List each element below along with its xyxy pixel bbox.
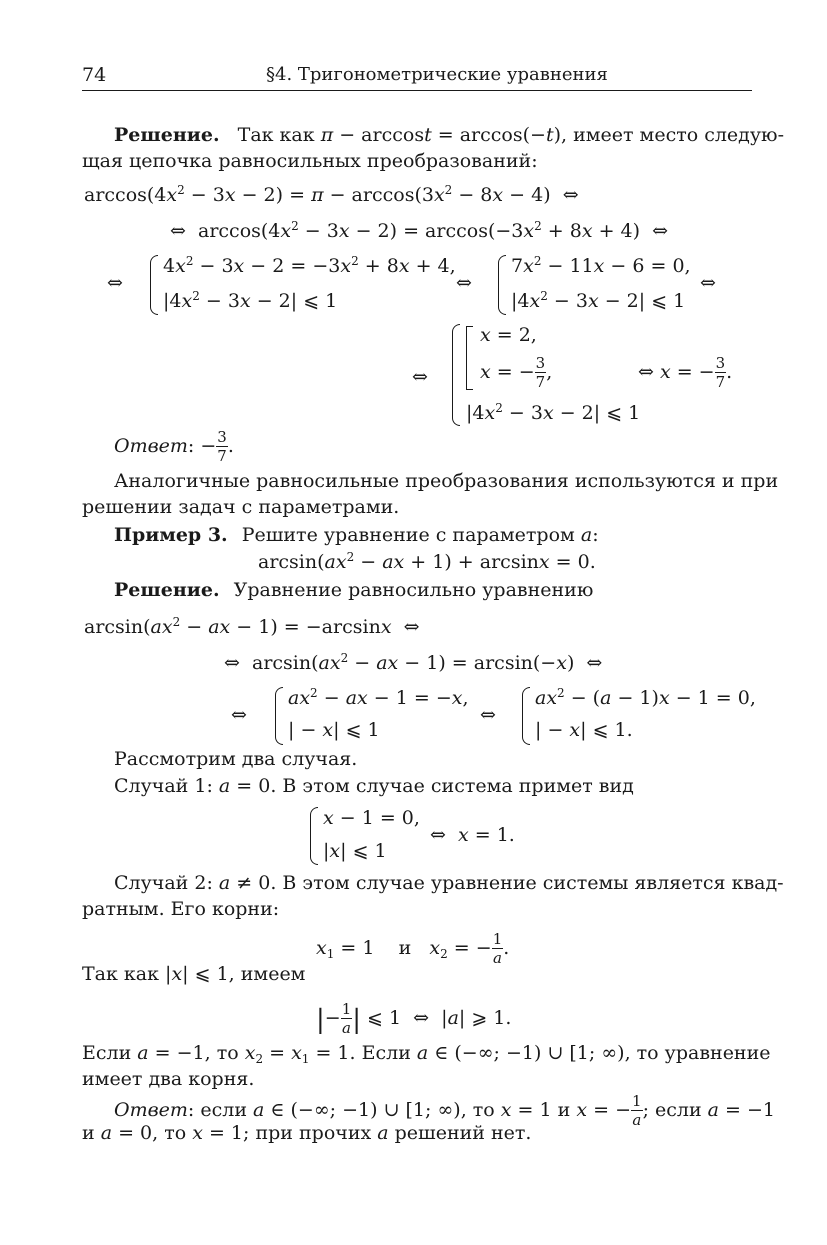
- we-have-text: , имеем: [228, 963, 306, 985]
- cases-bracket: [466, 326, 473, 390]
- solution-2-label: Решение.: [114, 579, 220, 601]
- since-text: Так как: [82, 963, 159, 985]
- if-word: Если: [82, 1042, 132, 1064]
- solution-1-text-b: имеет место следую-: [573, 124, 785, 146]
- paragraph-line-1: Аналогичные равносильные преобразования используются и при: [114, 470, 779, 492]
- case-1-text: . В этом случае система примет вид: [270, 775, 634, 797]
- system-brace: [275, 687, 283, 745]
- answer-if-mid: ; если: [642, 1099, 702, 1121]
- equiv-arrow: ⇔: [412, 366, 428, 388]
- solution-2: [114, 581, 593, 600]
- roots-formula: $x_1 = 1$ и $x_2$ = − $\frac{1}{a}$ .: [316, 930, 510, 967]
- answer-then: , то: [460, 1099, 495, 1121]
- case-root-2: x = − $\frac{3}{7}$ ,: [480, 354, 553, 391]
- page-number: 74: [82, 64, 107, 86]
- case-1-ineq: |x| ⩽ 1: [323, 840, 387, 862]
- case-1-eq: x − 1 = 0,: [323, 807, 420, 829]
- system-2-eq: $7x^2 - 11x - 6 = 0$,: [511, 254, 691, 277]
- equiv-arrow: ⇔: [700, 272, 716, 294]
- answer-1-label: Ответ: [114, 435, 188, 457]
- answer-if: : если: [187, 1099, 247, 1121]
- running-title: §4. Тригонометрические уравнения: [266, 64, 608, 85]
- equation-line-4: ⇔ $\arcsin(ax^2$ − ax − 1) = arcsin(−x) ⇔: [224, 651, 603, 674]
- example-3: Пример 3. Решите уравнение с параметром a:: [114, 524, 599, 546]
- equiv-arrow: ⇔: [480, 704, 496, 726]
- and-word: и: [398, 937, 412, 959]
- equiv-arrow: ⇔: [107, 272, 123, 294]
- system-5-eq: $ax^2 - (a - 1)x - 1 = 0$,: [535, 686, 756, 709]
- case-1-line: Случай 1: a = 0. В этом случае система примет вид: [114, 775, 634, 797]
- result-line: ⇔ x = − $\frac{3}{7}$ .: [638, 354, 733, 391]
- system-1-eq: $4x^2 - 3x - 2 = -3x^2 + 8x + 4$,: [163, 254, 456, 277]
- example-3-label: Пример 3.: [114, 524, 228, 546]
- conclusion-line-2: имеет два корня.: [82, 1068, 255, 1090]
- case-2-line: Случай 2: a ≠ 0. В этом случае уравнение системы является квад-: [114, 872, 784, 894]
- system-brace: [498, 255, 506, 315]
- equiv-arrow: ⇔: [231, 704, 247, 726]
- answer-tail: ; при прочих: [243, 1122, 372, 1144]
- system-1-ineq: $|4x^2 - 3x - 2|$ ⩽ 1: [163, 289, 338, 312]
- case-root-1: x = 2,: [480, 324, 537, 346]
- since-line: Так как |x| ⩽ 1, имеем: [82, 963, 306, 985]
- conclusion-tail: , то уравнение: [624, 1042, 771, 1064]
- equation-line-2: ⇔ $\arccos(4x^2 - 3x - 2) = \arccos(-3x^2 + 8x + 4)$ ⇔: [170, 219, 669, 242]
- system-4-eq: $ax^2$ − ax − 1 = −x,: [288, 686, 469, 709]
- if-word-2: . Если: [349, 1042, 411, 1064]
- cases-intro: Рассмотрим два случая.: [114, 748, 358, 770]
- abs-inequality: |− $\frac{1}{a}$ | ⩽ 1 ⇔ |a| ⩾ 1.: [316, 1000, 512, 1037]
- header-rule: [82, 90, 752, 91]
- system-brace: [310, 807, 318, 865]
- case-2-text: . В этом случае уравнение системы является квад-: [270, 872, 784, 894]
- system-brace: [150, 255, 158, 315]
- solution-1-intro: [114, 126, 784, 145]
- paragraph-line-2: решении задач с параметрами.: [82, 496, 400, 518]
- system-2-ineq: $|4x^2 - 3x - 2|$ ⩽ 1: [511, 289, 686, 312]
- solution-2-text: Уравнение равносильно уравнению: [233, 579, 594, 601]
- case-1-label: Случай 1:: [114, 775, 213, 797]
- case-2-line-2: ратным. Его корни:: [82, 898, 280, 920]
- conclusion-line-1: Если a = −1, то $x_2 = x_1 = 1$. Если a ∈ (−∞; −1) ∪ [1; ∞), то уравнение: [82, 1042, 771, 1066]
- solution-1-intro-line2: щая цепочка равносильных преобразований:: [82, 150, 538, 172]
- answer-and: и: [557, 1099, 571, 1121]
- answer-end: решений нет.: [394, 1122, 532, 1144]
- then-word: , то: [204, 1042, 239, 1064]
- answer-then-2: , то: [152, 1122, 187, 1144]
- equation-line-3: $\arcsin(ax^2$ − ax − 1) = −arcsinx ⇔: [84, 615, 420, 638]
- answer-2-line-1: Ответ: если a ∈ (−∞; −1) ∪ [1; ∞), то x = 1 и x = − $\frac{1}{a}$ ; если a = −1: [114, 1092, 776, 1129]
- formula-identity: π − arccost = arccos(−t),: [320, 124, 568, 146]
- system-brace: [452, 324, 460, 426]
- equation-line-1: $\arccos(4x^2 - 3x - 2) = \pi - \arccos(3x^2 - 8x - 4)$ ⇔: [84, 183, 579, 206]
- system-4-ineq: | − x| ⩽ 1: [288, 719, 380, 741]
- solution-1-text-a: Так как: [237, 124, 315, 146]
- system-brace: [522, 687, 530, 745]
- system-5-ineq: | − x| ⩽ 1.: [535, 719, 633, 741]
- answer-2-line-2: и a = 0, то x = 1; при прочих a решений нет.: [82, 1122, 532, 1144]
- example-3-equation: $\arcsin(ax^2$ − ax + 1) + arcsinx = 0.: [258, 550, 596, 573]
- system-3-ineq: $|4x^2 - 3x - 2|$ ⩽ 1: [466, 401, 641, 424]
- answer-2-label: Ответ: [114, 1099, 188, 1121]
- answer-and-2: и: [82, 1122, 95, 1144]
- solution-1-label: Решение.: [114, 124, 220, 146]
- equiv-arrow: ⇔: [456, 272, 472, 294]
- case-1-result: ⇔ x = 1.: [430, 824, 515, 846]
- answer-1: Ответ: − $\frac{3}{7}$ .: [114, 428, 234, 465]
- case-2-label: Случай 2:: [114, 872, 213, 894]
- example-3-text: Решите уравнение с параметром: [241, 524, 575, 546]
